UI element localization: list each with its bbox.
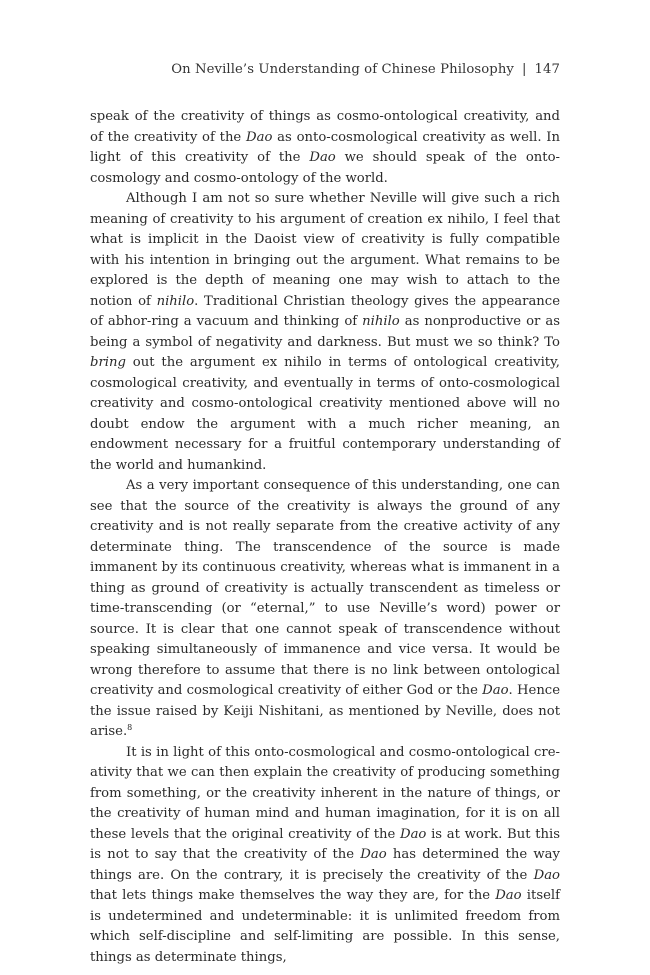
italic-term: Dao	[309, 150, 336, 165]
italic-term: Dao	[400, 826, 427, 842]
footnote-marker: 8	[127, 723, 133, 732]
italic-term: nihilo	[156, 293, 195, 309]
italic-term: Dao	[495, 888, 522, 903]
italic-term: Dao	[360, 847, 387, 862]
text-run: It is in light of this onto-cosmological and cosmo-ontological cre-ativity that we can then explain the creativity of producing something from something, or the creativity inherent in the nature of things, or the creativity of human mind and human imagination, for it is on all these levels that the original creativity of the	[90, 744, 560, 842]
running-title: On Neville’s Understanding of Chinese Philosophy	[171, 62, 514, 77]
italic-term: Dao	[533, 867, 560, 883]
text-run: As a very important consequence of this understanding, one can see that the source of the creativity is always the ground of any creativity and is not really separate from the creative activity of any determinate thing. The transcendence of the source is made immanent by its continuous creativity, whereas what is immanent in a thing as ground of creativity is actually transcendent as timeless or time-transcending (or “eternal,” to use Neville’s word) power or source. It is clear that one cannot speak of transcendence without speaking simultaneously of immanence and vice versa. It would be wrong therefore to assume that there is no link between ontological creativity and cosmological creativity of either God or the	[90, 478, 560, 698]
text-run: that lets things make themselves the way they are, for the	[90, 888, 496, 903]
text-run: is at work. But this is not to say that the creativity of the	[90, 826, 561, 862]
body-text	[90, 107, 560, 968]
italic-term: Dao	[246, 129, 273, 145]
text-run: . Traditional Christian theology gives the appearance of abhor-ring a vacuum and thinking of	[90, 293, 560, 329]
paragraph	[90, 476, 560, 743]
text-run: itself is undetermined and undeterminable: it is unlimited freedom from which self-discipline and self-limiting are possible. In this sense, things as determinate things,	[90, 888, 560, 965]
text-run: has determined the way things are. On the contrary, it is precisely the creativity of the	[90, 847, 560, 883]
paragraph	[90, 743, 560, 969]
paragraph	[90, 189, 560, 476]
text-run: as nonproductive or as being a symbol of negativity and darkness. But must we so think? To	[90, 314, 560, 350]
text-run: as onto-cosmological creativity as well. In light of this creativity of the	[90, 129, 560, 165]
text-run: we should speak of the onto-cosmology and cosmo-ontology of the world.	[90, 150, 560, 186]
italic-term: nihilo	[362, 314, 400, 329]
paragraph	[90, 107, 560, 189]
italic-term: bring	[90, 355, 126, 370]
page-number: 147	[534, 62, 560, 77]
text-run: out the argument ex nihilo in terms of ontological creativity, cosmological creativity, and eventually in terms of onto-cosmological creativity and cosmo-ontological creativity mentioned above will no doubt endow the argument with a much richer meaning, an endowment necessary for a fruitful contemporary understanding of the world and humankind.	[90, 355, 560, 473]
running-header	[171, 62, 560, 77]
header-separator: |	[521, 62, 527, 77]
italic-term: Dao	[482, 683, 509, 698]
text-run: . Hence the issue raised by Keiji Nishitani, as mentioned by Neville, does not arise.	[90, 683, 561, 739]
text-run: Although I am not so sure whether Neville will give such a rich meaning of creativity to his argument of creation ex nihilo, I feel that what is implicit in the Daoist view of creativity is fully compatible with his intention in bringing out the argument. What remains to be explored is the depth of meaning one may wish to attach to the notion of	[90, 191, 560, 309]
text-run: speak of the creativity of things as cosmo-ontological creativity, and of the creativity of the	[90, 109, 560, 145]
